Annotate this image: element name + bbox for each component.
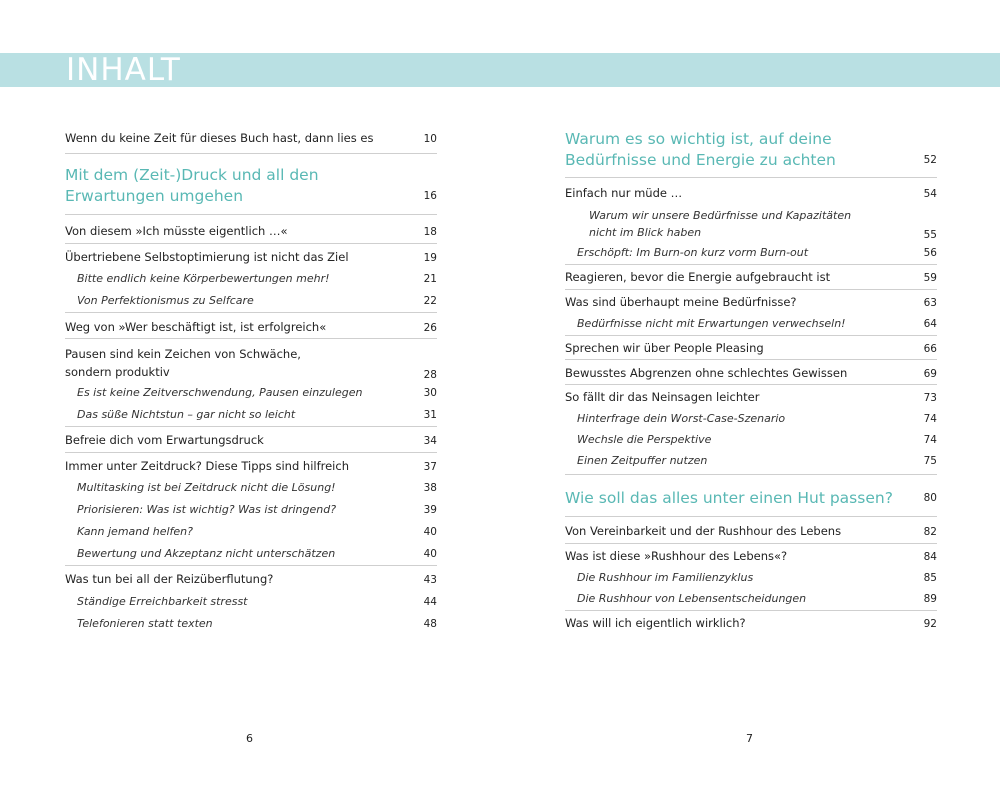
toc-left-column [65, 0, 437, 800]
toc-page-number: 28 [423, 369, 437, 381]
toc-page-number: 80 [923, 492, 937, 504]
divider [565, 610, 937, 611]
toc-page-number: 21 [423, 273, 437, 285]
toc-page-number: 31 [423, 409, 437, 421]
toc-page-number: 54 [923, 188, 937, 200]
toc-subentry[interactable]: Erschöpft: Im Burn-on kurz vorm Burn-out 56 [577, 246, 937, 259]
toc-subentry[interactable]: Die Rushhour von Lebensentscheidungen 89 [577, 592, 937, 605]
divider [65, 452, 437, 453]
toc-subentry[interactable]: Wechsle die Perspektive 74 [577, 433, 937, 446]
toc-entry[interactable]: Was ist diese »Rushhour des Lebens«? 84 [565, 549, 937, 563]
toc-page-number: 66 [923, 343, 937, 355]
toc-entry[interactable]: Was will ich eigentlich wirklich? 92 [565, 616, 937, 630]
toc-entry[interactable]: Bewusstes Abgrenzen ohne schlechtes Gewissen 69 [565, 366, 937, 380]
divider [65, 243, 437, 244]
page-number-left: 6 [246, 732, 253, 745]
toc-page-number: 64 [923, 318, 937, 330]
divider [65, 426, 437, 427]
toc-page-number: 48 [423, 618, 437, 630]
toc-right-column [565, 0, 937, 800]
divider [565, 264, 937, 265]
toc-page-number: 43 [423, 574, 437, 586]
toc-subentry[interactable]: Priorisieren: Was ist wichtig? Was ist dringend? 39 [77, 503, 437, 516]
toc-entry[interactable]: Pausen sind kein Zeichen von Schwäche, sondern produktiv 28 [65, 347, 437, 381]
toc-entry[interactable]: Von diesem »Ich müsste eigentlich …« 18 [65, 224, 437, 238]
page-title: INHALT [66, 52, 181, 88]
divider [565, 543, 937, 544]
toc-section-heading[interactable]: Wie soll das alles unter einen Hut passen? 80 [565, 489, 937, 507]
toc-page-number: 75 [923, 455, 937, 467]
toc-page-number: 74 [923, 413, 937, 425]
divider [565, 335, 937, 336]
toc-page-number: 16 [423, 190, 437, 202]
toc-subentry[interactable]: Es ist keine Zeitverschwendung, Pausen einzulegen 30 [77, 386, 437, 399]
toc-section-heading[interactable]: Warum es so wichtig ist, auf deine Bedürfnisse und Energie zu achten 52 [565, 130, 937, 169]
toc-page-number: 40 [423, 548, 437, 560]
toc-entry[interactable]: Was tun bei all der Reizüberflutung? 43 [65, 572, 437, 586]
toc-page-number: 19 [423, 252, 437, 264]
toc-subentry[interactable]: Ständige Erreichbarkeit stresst 44 [77, 595, 437, 608]
divider [565, 516, 937, 517]
toc-entry[interactable]: Übertriebene Selbstoptimierung ist nicht das Ziel 19 [65, 250, 437, 264]
toc-page-number: 84 [923, 551, 937, 563]
divider [65, 153, 437, 154]
divider [565, 177, 937, 178]
toc-subentry[interactable]: Telefonieren statt texten 48 [77, 617, 437, 630]
divider [65, 312, 437, 313]
toc-section-heading[interactable]: Mit dem (Zeit-)Druck und all den Erwartungen umgehen 16 [65, 166, 437, 205]
toc-subentry[interactable]: Bewertung und Akzeptanz nicht unterschätzen 40 [77, 547, 437, 560]
toc-subentry[interactable]: Die Rushhour im Familienzyklus 85 [577, 571, 937, 584]
toc-page-number: 10 [423, 133, 437, 145]
toc-subentry[interactable]: Warum wir unsere Bedürfnisse und Kapazitäten nicht im Blick haben 55 [589, 209, 937, 241]
toc-page-number: 59 [923, 272, 937, 284]
divider [565, 289, 937, 290]
toc-page-number: 22 [423, 295, 437, 307]
toc-page-number: 89 [923, 593, 937, 605]
toc-page-number: 39 [423, 504, 437, 516]
toc-page-number: 30 [423, 387, 437, 399]
toc-entry[interactable]: Immer unter Zeitdruck? Diese Tipps sind hilfreich 37 [65, 459, 437, 473]
toc-page-number: 55 [923, 229, 937, 241]
toc-page-number: 34 [423, 435, 437, 447]
toc-page-number: 63 [923, 297, 937, 309]
toc-entry[interactable]: Weg von »Wer beschäftigt ist, ist erfolgreich« 26 [65, 320, 437, 334]
toc-subentry[interactable]: Multitasking ist bei Zeitdruck nicht die Lösung! 38 [77, 481, 437, 494]
toc-subentry[interactable]: Von Perfektionismus zu Selfcare 22 [77, 294, 437, 307]
toc-page-number: 26 [423, 322, 437, 334]
toc-entry[interactable]: Einfach nur müde … 54 [565, 186, 937, 200]
toc-page-number: 92 [923, 618, 937, 630]
toc-page-number: 44 [423, 596, 437, 608]
divider [65, 565, 437, 566]
page-number-right: 7 [746, 732, 753, 745]
toc-page-number: 38 [423, 482, 437, 494]
divider [565, 474, 937, 475]
toc-entry[interactable]: Befreie dich vom Erwartungsdruck 34 [65, 433, 437, 447]
toc-entry[interactable]: Was sind überhaupt meine Bedürfnisse? 63 [565, 295, 937, 309]
toc-page-number: 85 [923, 572, 937, 584]
toc-page-number: 82 [923, 526, 937, 538]
toc-page-number: 18 [423, 226, 437, 238]
toc-entry[interactable]: So fällt dir das Neinsagen leichter 73 [565, 390, 937, 404]
toc-page-number: 52 [923, 154, 937, 166]
divider [65, 214, 437, 215]
toc-page-number: 37 [423, 461, 437, 473]
divider [65, 338, 437, 339]
toc-subentry[interactable]: Bitte endlich keine Körperbewertungen mehr! 21 [77, 272, 437, 285]
toc-entry[interactable]: Reagieren, bevor die Energie aufgebraucht ist 59 [565, 270, 937, 284]
toc-entry[interactable]: Wenn du keine Zeit für dieses Buch hast, dann lies es 10 [65, 131, 437, 145]
toc-page-number: 73 [923, 392, 937, 404]
toc-entry[interactable]: Von Vereinbarkeit und der Rushhour des Lebens 82 [565, 524, 937, 538]
divider [565, 359, 937, 360]
toc-page-number: 40 [423, 526, 437, 538]
toc-entry[interactable]: Sprechen wir über People Pleasing 66 [565, 341, 937, 355]
toc-subentry[interactable]: Das süße Nichtstun – gar nicht so leicht 31 [77, 408, 437, 421]
toc-page-number: 56 [923, 247, 937, 259]
toc-subentry[interactable]: Bedürfnisse nicht mit Erwartungen verwechseln! 64 [577, 317, 937, 330]
toc-subentry[interactable]: Kann jemand helfen? 40 [77, 525, 437, 538]
toc-subentry[interactable]: Einen Zeitpuffer nutzen 75 [577, 454, 937, 467]
toc-page-number: 69 [923, 368, 937, 380]
divider [565, 384, 937, 385]
toc-page-number: 74 [923, 434, 937, 446]
toc-subentry[interactable]: Hinterfrage dein Worst-Case-Szenario 74 [577, 412, 937, 425]
